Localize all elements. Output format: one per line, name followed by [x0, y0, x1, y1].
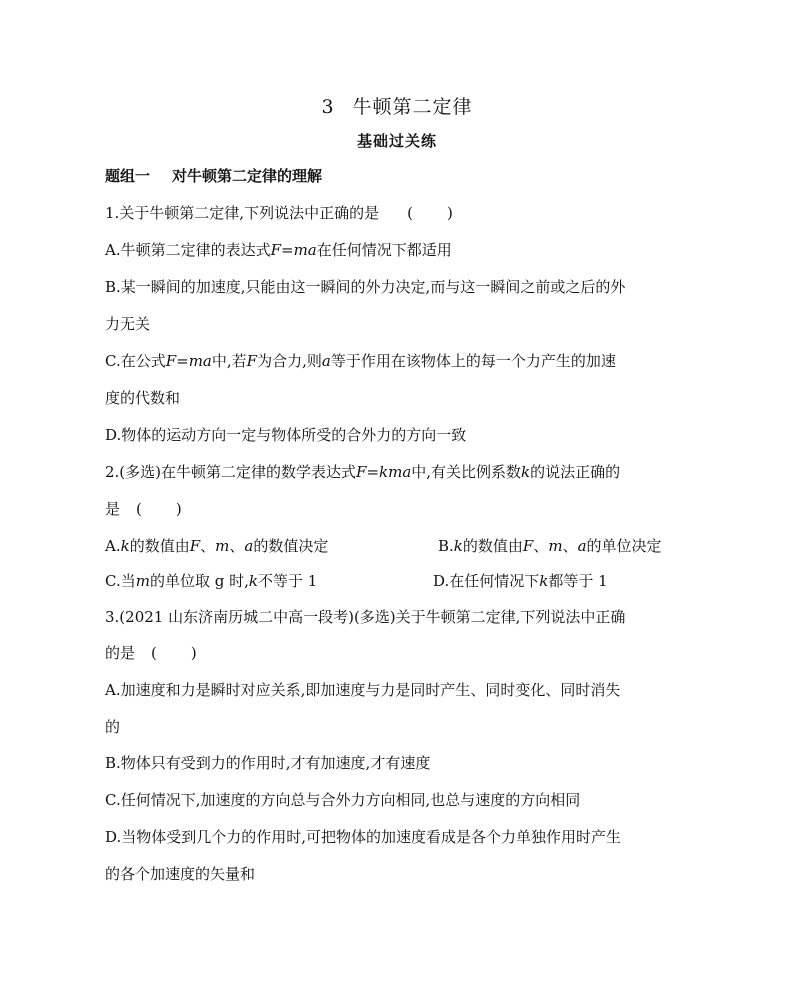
- q3-answer-blank: ( ): [151, 644, 197, 662]
- q1-answer-blank: ( ): [407, 204, 453, 222]
- section-title: 对牛顿第二定律的理解: [172, 167, 323, 185]
- q2-option-c: C.当m的单位取 g 时,k不等于 1: [105, 572, 318, 590]
- q1-option-c: C.在公式F=ma中,若F为合力,则a等于作用在该物体上的每一个力产生的加速: [105, 352, 616, 370]
- lesson-title: 牛顿第二定律: [352, 96, 473, 118]
- lesson-number: 3: [321, 96, 335, 118]
- q1-stem: 1.关于牛顿第二定律,下列说法中正确的是 ( ): [105, 204, 453, 222]
- q3-option-b: B.物体只有受到力的作用时,才有加速度,才有速度: [105, 754, 431, 772]
- q1-option-b-cont: 力无关: [105, 315, 151, 333]
- q2-stem: 2.(多选)在牛顿第二定律的数学表达式F=kma中,有关比例系数k的说法正确的: [105, 463, 621, 481]
- q1-option-d: D.物体的运动方向一定与物体所受的合外力的方向一致: [105, 426, 467, 444]
- q2-option-b: B.k的数值由F、m、a的单位决定: [438, 537, 662, 555]
- q3-option-a: A.加速度和力是瞬时对应关系,即加速度与力是同时产生、同时变化、同时消失: [105, 681, 621, 699]
- section-label: 题组一: [105, 167, 151, 185]
- q3-option-c: C.任何情况下,加速度的方向总与合外力方向相同,也总与速度的方向相同: [105, 791, 581, 809]
- q3-stem-cont: 的是 ( ): [105, 644, 197, 662]
- q3-option-d-cont: 的各个加速度的矢量和: [105, 865, 256, 883]
- q1-option-a: A.牛顿第二定律的表达式F=ma在任何情况下都适用: [105, 241, 452, 259]
- q2-option-a: A.k的数值由F、m、a的数值决定: [105, 537, 329, 555]
- section-heading: [105, 166, 322, 186]
- q2-stem-cont: 是 ( ): [105, 500, 182, 518]
- q1-option-c-cont: 度的代数和: [105, 389, 181, 407]
- q3-option-d: D.当物体受到几个力的作用时,可把物体的加速度看成是各个力单独作用时产生: [105, 828, 622, 846]
- q2-option-d: D.在任何情况下k都等于 1: [433, 572, 608, 590]
- formula: F=ma: [270, 241, 317, 259]
- q3-option-a-cont: 的: [105, 718, 121, 736]
- q1-option-b: B.某一瞬间的加速度,只能由这一瞬间的外力决定,而与这一瞬间之前或之后的外: [105, 278, 626, 296]
- page-subtitle: 基础过关练: [356, 132, 437, 150]
- q2-answer-blank: ( ): [136, 500, 182, 518]
- q3-stem: 3.(2021 山东济南历城二中高一段考)(多选)关于牛顿第二定律,下列说法中正确: [105, 608, 626, 626]
- page-title: [0, 92, 794, 119]
